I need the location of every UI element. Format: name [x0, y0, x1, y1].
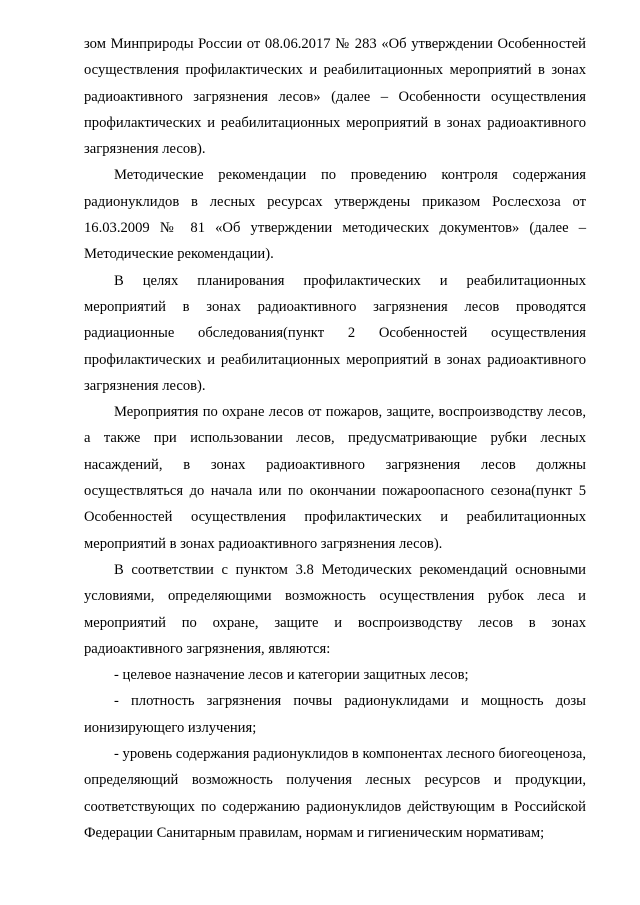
- paragraph-fire-protection-measures: Мероприятия по охране лесов от пожаров, защите, воспроизводству лесов, а также при использовании лесов, предусматривающие рубки лесных насаждений, в зонах радиоактивного загрязнения лесов должны осуществляться до начала или по окончании пожароопасного сезона(пункт 5 Особенностей осуществления профилактических и реабилитационных мероприятий в зонах радиоактивного загрязнения лесов).: [84, 404, 586, 552]
- list-item-radionuclide-level: - уровень содержания радионуклидов в компонентах лесного биогеоценоза, определяющий возможность получения лесных ресурсов и продукции, соответствующих по содержанию радионуклидов действующим в Российской Федерации Санитарным правилам, нормам и гигиеническим нормативам;: [84, 746, 586, 841]
- list-item-forest-purpose: - целевое назначение лесов и категории защитных лесов;: [114, 667, 469, 684]
- paragraph-continuation: зом Минприроды России от 08.06.2017 № 283 «Об утверждении Особенностей осуществления профилактических и реабилитационных мероприятий в зонах радиоактивного загрязнения лесов» (далее – Особенности осуществления профилактических и реабилитационных мероприятий в зонах радиоактивного загрязнения лесов).: [84, 36, 586, 158]
- paragraph-methodical-recommendations: Методические рекомендации по проведению контроля содержания радионуклидов в лесных ресурсах утверждены приказом Рослесхоза от 16.03.2009 № 81 «Об утверждении методических документов» (далее – Методические рекомендации).: [84, 167, 586, 263]
- paragraph-main-conditions: В соответствии с пунктом 3.8 Методических рекомендаций основными условиями, определяющими возможность осуществления рубок леса и мероприятий по охране, защите и воспроизводству лесов в зонах радиоактивного загрязнения, являются:: [84, 561, 586, 657]
- paragraph-radiation-surveys: В целях планирования профилактических и реабилитационных мероприятий в зонах радиоактивного загрязнения лесов проводятся радиационные обследования(пункт 2 Особенностей осуществления профилактических и реабилитационных мероприятий в зонах радиоактивного загрязнения лесов).: [84, 272, 586, 394]
- document-body: [84, 31, 586, 846]
- list-item-soil-contamination: - плотность загрязнения почвы радионуклидами и мощность дозы ионизирующего излучения;: [84, 693, 586, 736]
